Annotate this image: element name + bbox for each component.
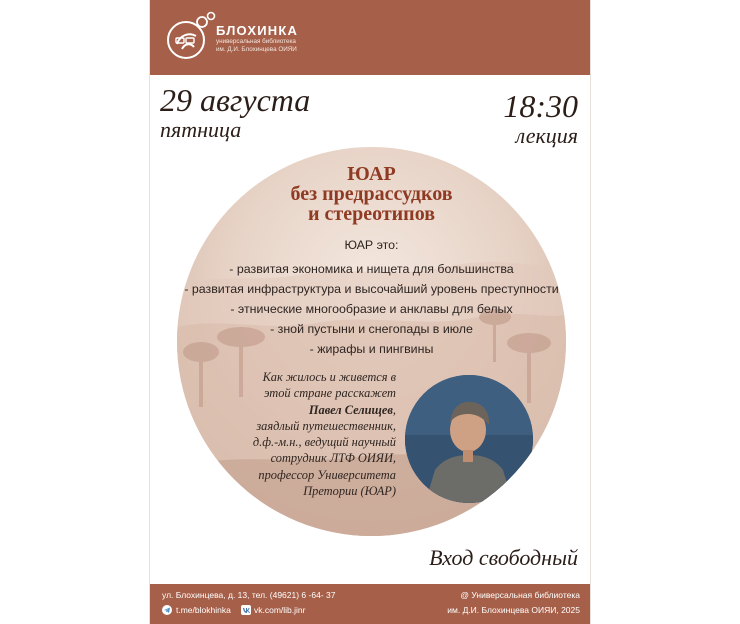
telegram-link[interactable]: t.me/blokhinka — [176, 605, 231, 615]
speaker-desc-line: д.ф.-м.н., ведущий научный — [252, 435, 396, 450]
vk-icon — [241, 605, 251, 615]
speaker-name: Павел Селищев — [308, 402, 393, 417]
lecture-title-line: и стереотипов — [307, 203, 435, 225]
event-weekday: пятница — [160, 117, 242, 142]
speaker-name-comma: , — [392, 402, 396, 417]
brand-subtitle — [216, 38, 297, 54]
header-banner — [150, 0, 590, 75]
lecture-title-line: ЮАР — [347, 163, 396, 185]
library-logo-icon — [162, 10, 218, 62]
speaker-desc-line: Претории (ЮАР) — [303, 484, 396, 499]
bullet-item: - жирафы и пингвины — [309, 342, 434, 356]
speaker-intro-line: этой стране расскажет — [263, 386, 396, 401]
bullet-item: - зной пустыни и снегопады в июле — [270, 322, 473, 336]
event-time: 18:30 — [503, 88, 578, 124]
event-type: лекция — [515, 123, 578, 148]
speaker-name-line — [231, 402, 396, 418]
brand-subtitle-line: универсальная библиотека — [216, 38, 296, 45]
lecture-intro: ЮАР это: — [344, 238, 399, 252]
telegram-icon — [162, 605, 172, 615]
bullet-item: - этнические многообразие и анклавы для белых — [230, 302, 513, 316]
free-entry: Вход свободный — [429, 545, 578, 570]
lecture-bullet-list — [177, 259, 566, 359]
speaker-description — [231, 369, 396, 499]
speaker-desc-line: сотрудник ЛТФ ОИЯИ, — [270, 451, 396, 466]
copyright-line: @ Универсальная библиотека — [460, 590, 580, 600]
lecture-title-line: без предрассудков — [290, 183, 453, 205]
bullet-item: - развитая экономика и нищета для большинства — [229, 262, 514, 276]
poster — [150, 0, 590, 624]
speaker-portrait — [405, 375, 533, 503]
footer-banner — [150, 584, 590, 624]
library-address: ул. Блохинцева, д. 13, тел. (49621) 6 -64- 37 — [162, 590, 336, 600]
brand-name: БЛОХИНКА — [216, 23, 299, 38]
speaker-intro-line: Как жилось и живется в — [262, 370, 396, 384]
brand-subtitle-line: им. Д.И. Блохинцева ОИЯИ — [216, 46, 297, 53]
speaker-photo-image — [405, 375, 533, 503]
vk-link[interactable]: vk.com/lib.jinr — [254, 605, 306, 615]
lecture-circle — [177, 147, 566, 536]
bullet-item: - развитая инфраструктура и высочайший уровень преступности — [184, 282, 559, 296]
event-date: 29 августа — [160, 82, 311, 118]
speaker-desc-line: заядлый путешественник, — [256, 418, 396, 433]
copyright-line: им. Д.И. Блохинцева ОИЯИ, 2025 — [447, 605, 580, 615]
speaker-desc-line: профессор Университета — [258, 467, 396, 482]
